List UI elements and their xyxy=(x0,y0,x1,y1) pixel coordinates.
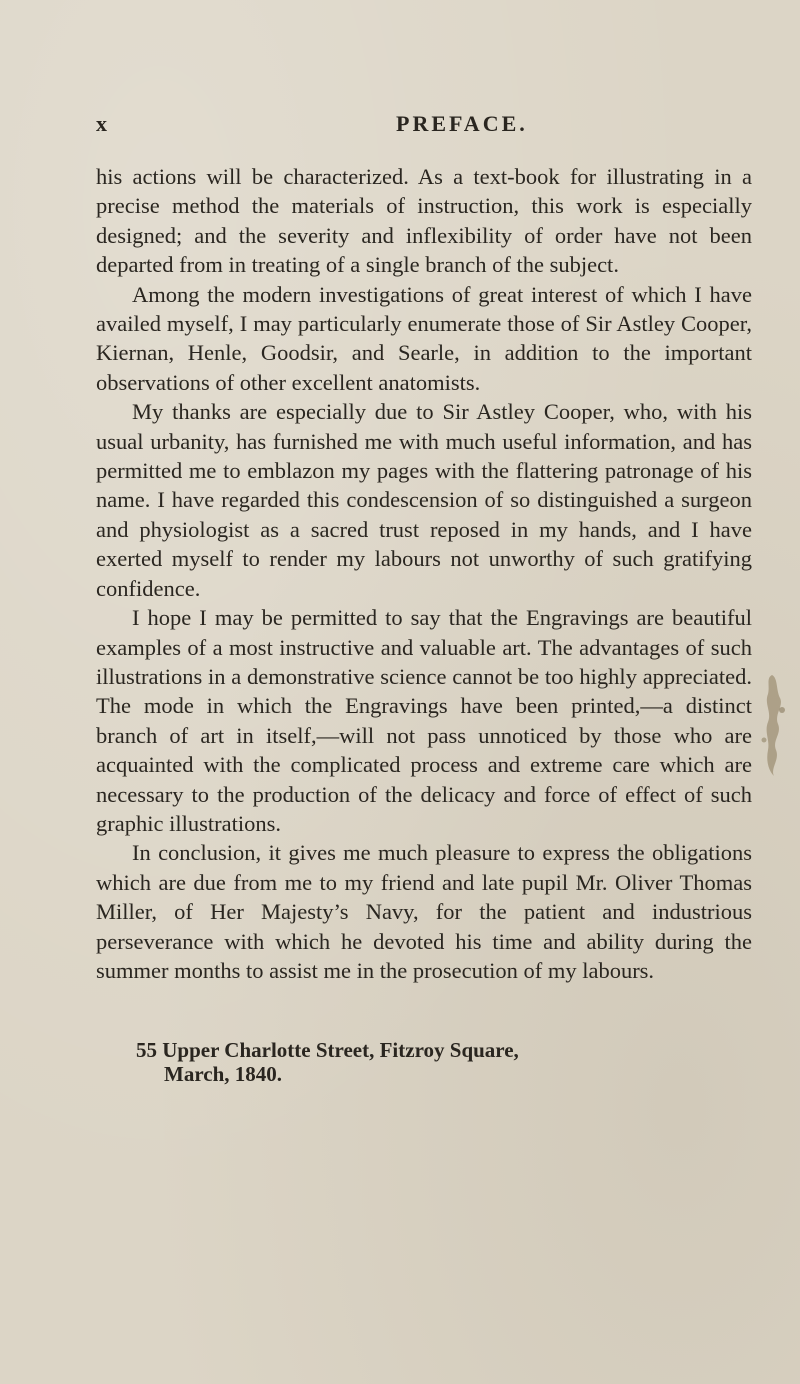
paragraph-thanks: My thanks are especially due to Sir Astley Cooper, who, with his usual urbanity, has furnished me with much useful information, and has permitted me to emblazon my pages with the flattering patronage of his name. I have regarded this condescension of so distinguished a surgeon and physiologist as a sacred trust reposed in my hands, and I have exerted myself to render my labours not unworthy of such gratifying confidence. xyxy=(96,399,752,601)
signature-address: 55 Upper Charlotte Street, Fitzroy Square, xyxy=(136,1038,519,1062)
paragraph-continuation: his actions will be characterized. As a text-book for illustrating in a precise method the materials of instruction, this work is especially designed; and the severity and inflexibility of order have not been departed from in treating of a single branch of the subject. xyxy=(96,164,752,278)
page-header xyxy=(96,111,744,141)
paragraph-conclusion: In conclusion, it gives me much pleasure to express the obligations which are due from me to my friend and late pupil Mr. Oliver Thomas Miller, of Her Majesty’s Navy, for the patient and industrious perseverance with which he devoted his time and ability during the summer months to assist me in the prosecution of my labours. xyxy=(96,840,752,983)
paragraph-investigations: Among the modern investigations of great interest of which I have availed myself, I may particularly enumerate those of Sir Astley Cooper, Kiernan, Henle, Goodsir, and Searle, in addition to the important observations of other excellent anatomists. xyxy=(96,281,752,395)
signature-block xyxy=(100,1038,700,1086)
preface-body xyxy=(96,162,752,985)
paragraph-engravings: I hope I may be permitted to say that the Engravings are beautiful examples of a most instructive and valuable art. The advantages of such illustrations in a demonstrative science cannot be too highly appreciated. The mode in which the Engravings have been printed,—a distinct branch of art in itself,—will not pass unnoticed by those who are acquainted with the complicated process and extreme care which are necessary to the production of the delicacy and force of effect of such graphic illustrations. xyxy=(96,605,752,836)
page-number: x xyxy=(96,111,108,136)
ink-blot-mark xyxy=(754,670,794,780)
running-title: PREFACE. xyxy=(396,111,528,136)
signature-date: March, 1840. xyxy=(164,1062,283,1086)
